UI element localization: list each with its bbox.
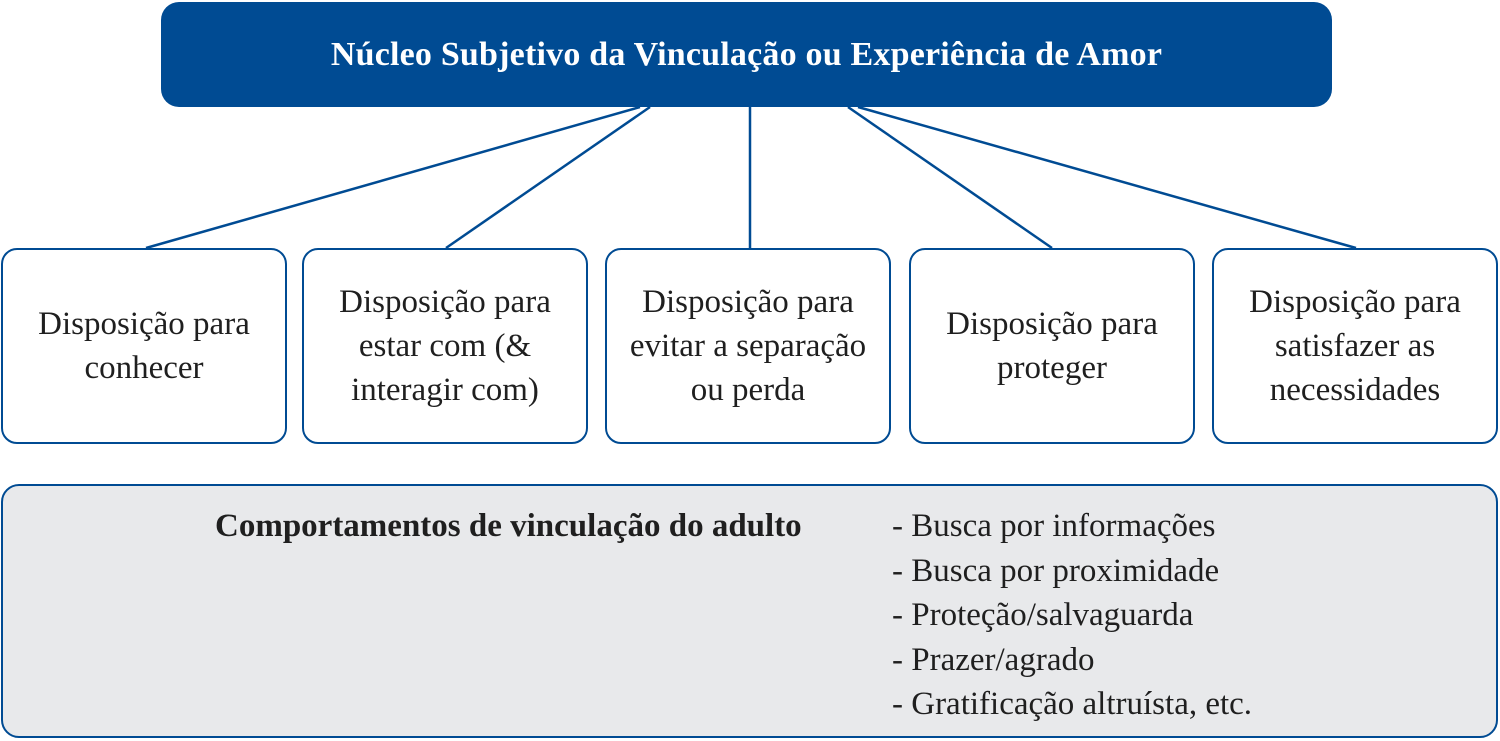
disposition-box-know	[1, 248, 287, 444]
disposition-box-protect	[909, 248, 1195, 444]
behaviors-title: Comportamentos de vinculação do adulto	[215, 508, 802, 544]
disposition-label: Disposição para conhecer	[38, 306, 250, 386]
core-title: Núcleo Subjetivo da Vinculação ou Experiência de Amor	[330, 35, 1163, 73]
list-item: - Busca por proximidade	[892, 552, 1220, 589]
connector-line-1	[146, 107, 640, 248]
behaviors-panel	[1, 484, 1498, 738]
disposition-label: Disposição para evitar a separação ou perda	[629, 284, 867, 408]
core-box	[161, 2, 1332, 107]
connector-line-5	[858, 107, 1356, 248]
connector-line-4	[848, 107, 1052, 248]
list-item: - Busca por informações	[892, 508, 1216, 544]
disposition-box-be-with	[302, 248, 588, 444]
list-item: - Prazer/agrado	[892, 641, 1095, 678]
disposition-label: Disposição para satisfazer as necessidades	[1249, 284, 1461, 408]
list-item: - Gratificação altruísta, etc.	[892, 686, 1253, 722]
disposition-box-avoid-separation	[605, 248, 891, 444]
disposition-label: Disposição para proteger	[946, 306, 1158, 386]
disposition-label: Disposição para estar com (& interagir com)	[339, 284, 551, 408]
disposition-box-satisfy-needs	[1212, 248, 1498, 444]
list-item: - Proteção/salvaguarda	[892, 597, 1194, 633]
behaviors-list	[892, 504, 1252, 727]
connector-line-2	[446, 107, 650, 248]
